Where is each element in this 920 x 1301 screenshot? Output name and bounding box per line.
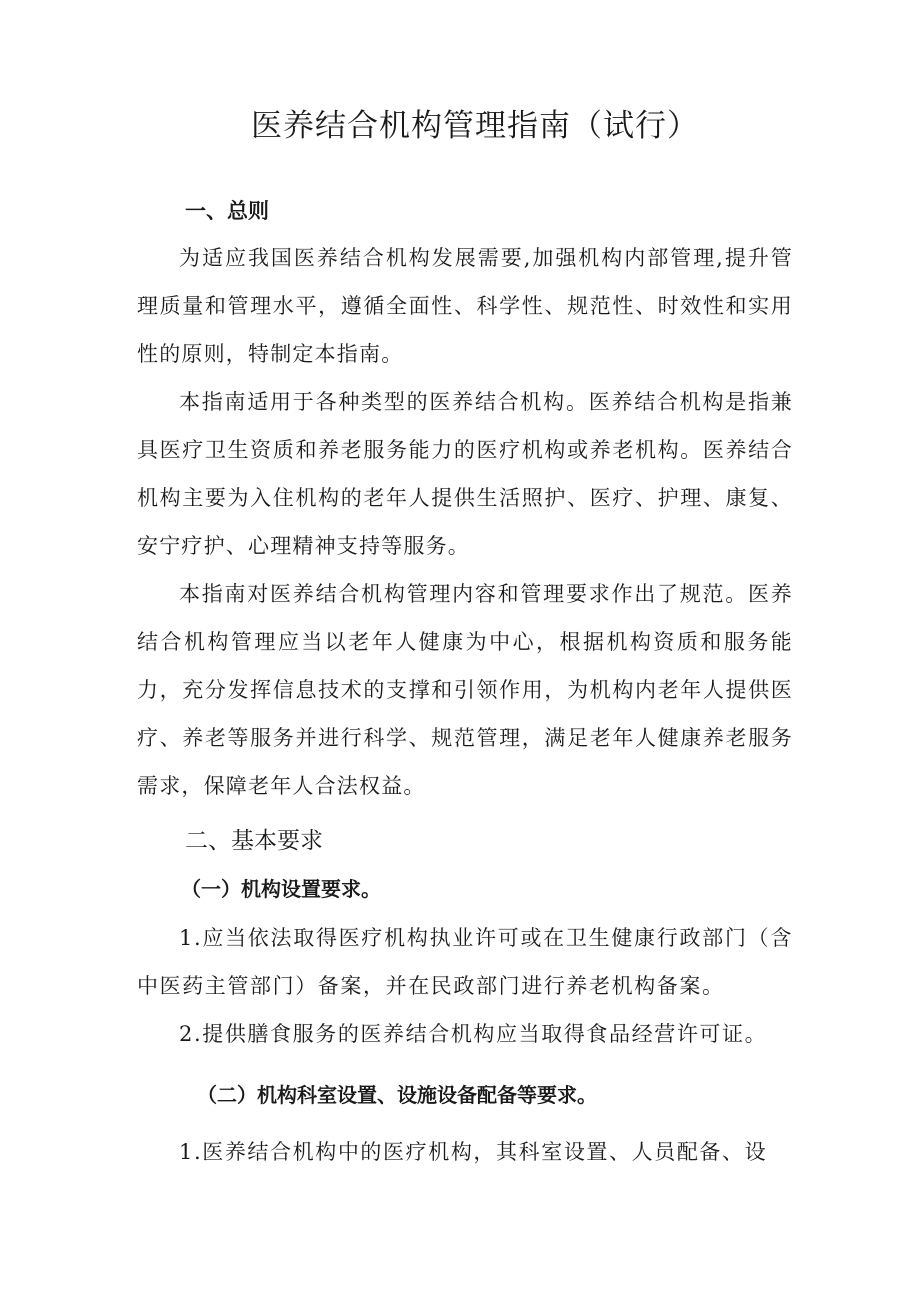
document-page bbox=[137, 96, 793, 1176]
list-item-medical-departments: 1.医养结合机构中的医疗机构，其科室设置、人员配备、设 bbox=[179, 1140, 768, 1164]
paragraph-content: 本指南对医养结合机构管理内容和管理要求作出了规范。医养结合机构管理应当以老年人健康为中心，根据机构资质和服务能力，充分发挥信息技术的支撑和引领作用，为机构内老年人提供医疗、养老等服务并进行科学、规范管理，满足老年人健康养老服务需求，保障老年人合法权益。 bbox=[137, 582, 793, 798]
list-item-food-permit: 2.提供膳食服务的医养结合机构应当取得食品经营许可证。 bbox=[179, 1022, 768, 1046]
paragraph-purpose: 为适应我国医养结合机构发展需要,加强机构内部管理,提升管理质量和管理水平，遵循全面性、科学性、规范性、时效性和实用性的原则，特制定本指南。 bbox=[137, 246, 793, 366]
document-title: 医养结合机构管理指南（试行） bbox=[251, 108, 699, 144]
subsection-heading-departments: （二）机构科室设置、设施设备配备等要求。 bbox=[197, 1083, 597, 1107]
list-item-license: 1.应当依法取得医疗机构执业许可或在卫生健康行政部门（含中医药主管部门）备案，并在民政部门进行养老机构备案。 bbox=[137, 926, 793, 998]
section-heading-general: 一、总则 bbox=[185, 199, 269, 223]
subsection-heading-setup: （一）机构设置要求。 bbox=[181, 877, 381, 901]
section-heading-basic-requirements: 二、基本要求 bbox=[185, 828, 323, 854]
paragraph-scope: 本指南适用于各种类型的医养结合机构。医养结合机构是指兼具医疗卫生资质和养老服务能力的医疗机构或养老机构。医养结合机构主要为入住机构的老年人提供生活照护、医疗、护理、康复、安宁疗护、心理精神支持等服务。 bbox=[137, 390, 793, 558]
